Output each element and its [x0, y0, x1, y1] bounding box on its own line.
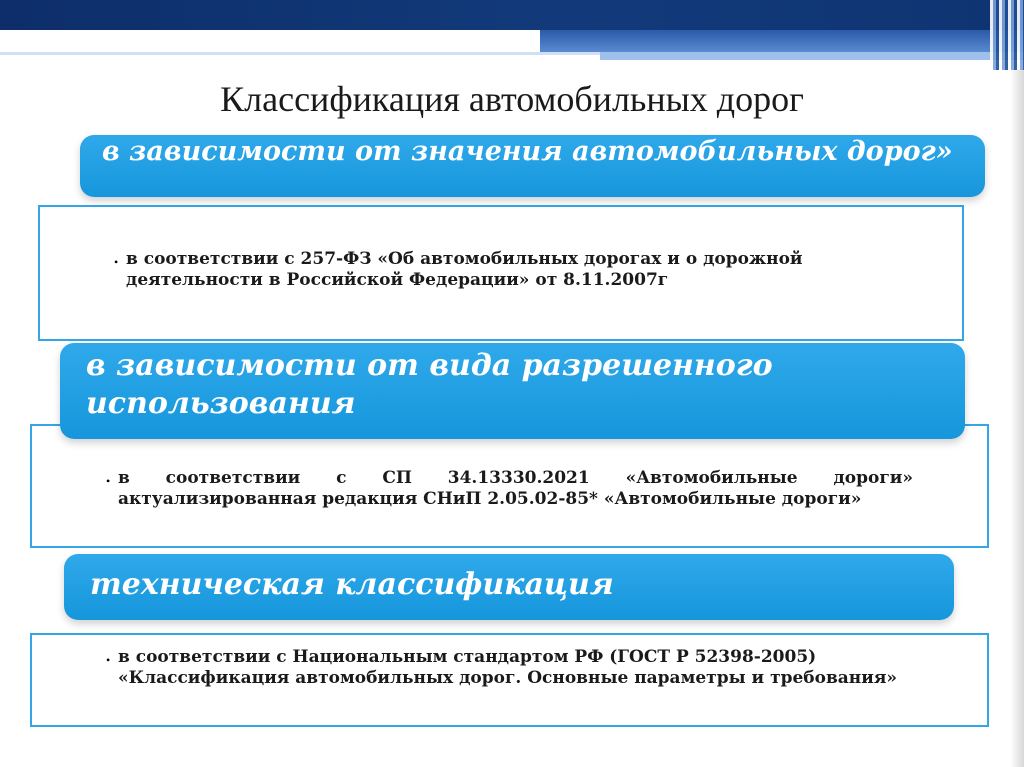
section-2-text: в соответствии с СП 34.13330.2021 «Автомобильные дороги» актуализированная редакция СНиП 2.05.02-85* «Автомобильные дороги» — [118, 468, 913, 510]
right-shadow-strip — [1010, 70, 1024, 767]
section-3-text: в соответствии с Национальным стандартом РФ (ГОСТ Р 52398-2005) «Классификация автомобильных дорог. Основные параметры и требования» — [118, 647, 898, 689]
section-1-text: в соответствии с 257-ФЗ «Об автомобильных дорогах и о дорожной деятельности в Российской Федерации» от 8.11.2007г — [126, 249, 803, 291]
section-2-heading: в зависимости от вида разрешенного использования — [86, 348, 773, 421]
section-2-heading-box — [60, 343, 965, 439]
section-2-content-box — [30, 424, 989, 548]
section-3-heading: техническая классификация — [90, 567, 614, 602]
top-decorative-band-secondary — [540, 30, 1024, 52]
section-3-content-box — [30, 633, 989, 727]
slide-title: Классификация автомобильных дорог — [220, 79, 804, 119]
section-3-bullet: • — [106, 653, 111, 667]
section-3-heading-box — [64, 554, 954, 620]
section-1-heading-box — [80, 135, 985, 197]
section-1-bullet: • — [114, 255, 119, 269]
top-decorative-band-light — [600, 52, 1024, 60]
top-decorative-band — [0, 0, 1024, 30]
corner-stripes-decoration — [990, 0, 1024, 70]
section-2-bullet: • — [106, 474, 111, 488]
section-1-heading: в зависимости от значения автомобильных дорог» — [102, 136, 953, 167]
section-1-content-box — [38, 205, 964, 341]
top-decorative-line — [0, 52, 600, 55]
